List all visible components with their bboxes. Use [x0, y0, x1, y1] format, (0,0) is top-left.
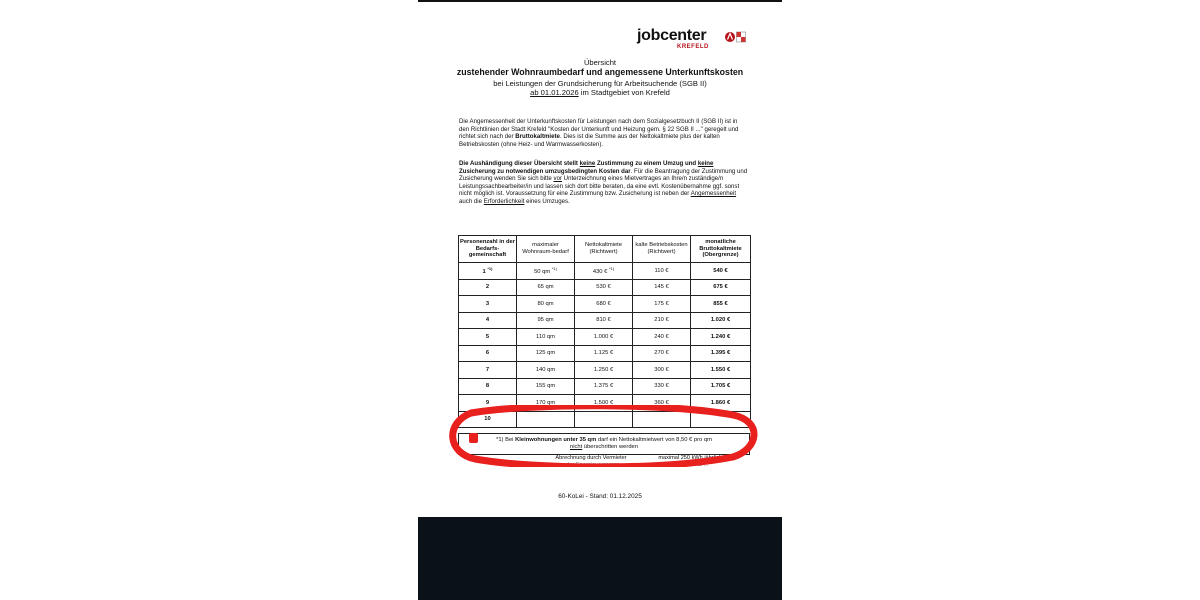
document-page — [418, 0, 782, 600]
cell-space-value: 155 qm — [535, 383, 556, 390]
cell-persons-value: 10 — [484, 416, 491, 423]
cell-persons — [459, 362, 517, 379]
cell-gross-rent-value: 675 € — [713, 284, 728, 291]
cell-operating-costs-value: 360 € — [654, 399, 669, 406]
cell-net-rent-value: 810 € — [596, 317, 611, 324]
validity-date: ab 01.01.2026 — [530, 88, 579, 97]
cell-persons-value: 3 — [485, 300, 490, 307]
cell-net-rent — [575, 312, 633, 329]
footer-right-2: maximal ... — [681, 461, 709, 468]
cell-gross-rent — [691, 362, 751, 379]
document-footer: 60-KoLei - Stand: 01.12.2025 — [558, 493, 642, 500]
table-row — [459, 345, 751, 362]
cell-persons-value: 1 — [482, 269, 486, 276]
col-header-gross-rent: monatliche Bruttokaltmiete (Obergrenze) — [691, 236, 751, 263]
cell-operating-costs — [633, 296, 691, 313]
para2-keine-2: keine — [697, 160, 714, 167]
cell-space-value: 65 qm — [537, 284, 554, 291]
cell-space-footnote-mark: *1) — [551, 266, 557, 272]
cell-operating-costs-value: 145 € — [654, 284, 669, 291]
cell-net-rent-value: 680 € — [596, 300, 611, 307]
para2-e: Unterzeichnung eines Mietvertrages an Ihre/n zuständige/n Leistungssachbearbeiter/in und lassen sich dort bitte beraten, da eine evtl. Kostenübernahme ggf. sonst nicht möglich ist. Voraussetzung für eine Zustimmung bzw. Zusicherung ist neben der — [459, 175, 740, 198]
cell-gross-rent-value: 1.240 € — [710, 333, 731, 340]
col-header-net-rent: Nettokaltmiete (Richtwert) — [575, 236, 633, 263]
para2-g: eines Umzuges. — [524, 197, 570, 205]
cell-space — [517, 378, 575, 395]
cell-persons-value: 9 — [485, 399, 490, 406]
cell-persons-value: 6 — [485, 350, 490, 357]
cell-operating-costs-value: 300 € — [654, 366, 669, 373]
cell-gross-rent — [691, 263, 751, 280]
cell-net-rent-value: 1.375 € — [593, 383, 614, 390]
cell-space — [517, 263, 575, 280]
cell-persons-value: 8 — [485, 383, 490, 390]
para2-keine-1: keine — [579, 160, 596, 167]
footnote-d: überschritten werden — [582, 444, 638, 450]
para2-angemessenheit: Angemessenheit — [690, 190, 737, 198]
cell-persons — [459, 296, 517, 313]
cell-gross-rent — [691, 329, 751, 346]
cell-net-rent-footnote-mark: *1) — [609, 266, 615, 272]
cell-operating-costs — [633, 263, 691, 280]
cell-gross-rent-value: 540 € — [713, 267, 728, 274]
logo-city: KREFELD — [677, 44, 709, 50]
cell-gross-rent — [691, 312, 751, 329]
cell-persons — [459, 378, 517, 395]
bottom-black-bar — [418, 517, 782, 600]
cell-operating-costs-value: 175 € — [654, 300, 669, 307]
cell-space-value: 50 qm — [534, 269, 551, 276]
cell-operating-costs-value: 270 € — [654, 350, 669, 357]
cell-persons — [459, 345, 517, 362]
cell-gross-rent — [691, 378, 751, 395]
cell-gross-rent-value: 1.395 € — [710, 350, 731, 357]
cell-operating-costs — [633, 362, 691, 379]
col-header-operating-costs: kalte Betriebskosten (Richtwert) — [633, 236, 691, 263]
cell-persons-value: 5 — [485, 333, 490, 340]
cell-space-value: 80 qm — [537, 300, 554, 307]
notice-paragraph — [459, 160, 749, 206]
cell-persons-value: 7 — [485, 366, 490, 373]
cell-net-rent-value: 430 € — [592, 269, 608, 276]
cell-persons — [459, 329, 517, 346]
top-divider — [418, 0, 782, 2]
cell-persons — [459, 312, 517, 329]
footnote-a: *1) Bei — [496, 437, 516, 443]
table-header-row — [459, 236, 751, 263]
header-line-3: bei Leistungen der Grundsicherung für Arbeitsuchende (SGB II) — [493, 79, 707, 88]
cell-gross-rent — [691, 279, 751, 296]
para2-erforderlichkeit: Erforderlichkeit — [483, 197, 525, 205]
cell-space-value: 125 qm — [535, 350, 556, 357]
col-header-space: maximaler Wohnraum-bedarf — [517, 236, 575, 263]
table-body — [459, 263, 751, 428]
cell-operating-costs-value: 330 € — [654, 383, 669, 390]
cell-space-value: 140 qm — [535, 366, 556, 373]
cell-space — [517, 345, 575, 362]
cell-net-rent — [575, 279, 633, 296]
table-row — [459, 378, 751, 395]
para2-b: Zustimmung zu einem Umzug und — [595, 160, 698, 167]
cell-operating-costs — [633, 345, 691, 362]
cell-gross-rent-value: 855 € — [713, 300, 728, 307]
cell-persons-footnote-mark: *1) — [487, 266, 493, 272]
cell-net-rent — [575, 263, 633, 280]
para2-vor: vor — [553, 175, 562, 183]
cell-persons — [459, 279, 517, 296]
table-row — [459, 312, 751, 329]
footnote-c: darf ein Nettokaltmietwert von 8,50 € pro qm — [596, 437, 712, 443]
para1-bold: Bruttokaltmiete — [515, 133, 560, 141]
cell-net-rent — [575, 345, 633, 362]
footer-left-1: Abrechnung durch Vermieter — [555, 455, 627, 461]
cell-persons-value: 4 — [485, 317, 490, 324]
cell-net-rent — [575, 378, 633, 395]
cost-table — [458, 235, 751, 428]
cell-space-value: 95 qm — [537, 317, 554, 324]
cell-gross-rent-value: 1.705 € — [710, 383, 731, 390]
cell-space-value: 110 qm — [536, 333, 555, 340]
cell-operating-costs-value: 240 € — [654, 333, 669, 340]
para2-d: . Für die Beantragung der Zustimmung und Zusicherung wenden Sie sich bitte — [459, 167, 748, 183]
validity-rest: im Stadtgebiet von Krefeld — [578, 88, 670, 97]
jobcenter-logo — [637, 27, 747, 53]
cell-operating-costs-value: 210 € — [654, 317, 669, 324]
cell-operating-costs — [633, 329, 691, 346]
para1-text-a: Die Angemessenheit der Unterkunftskosten für Leistungen nach dem Sozialgesetzbuch II (SGB II) ist in den Richtlinien der Stadt Krefeld "Kosten der Unterkunft und Heizung gem. § 22 SGB II ..." geregelt und richtet sich nach der — [459, 118, 739, 141]
footnote-nicht: nicht — [570, 444, 583, 450]
intro-paragraph — [459, 118, 749, 148]
cell-persons — [459, 263, 517, 280]
cell-operating-costs-value: 110 € — [654, 267, 669, 274]
cell-gross-rent-value: 1.550 € — [710, 366, 731, 373]
logo-emblem-icon — [725, 30, 747, 44]
para2-f: auch die — [459, 197, 484, 205]
table-row — [459, 296, 751, 313]
red-highlight-circle — [441, 405, 759, 467]
footer-right-1: maximal 250 kWh jährlich pro — [658, 455, 732, 461]
cell-net-rent — [575, 296, 633, 313]
cell-gross-rent — [691, 296, 751, 313]
cell-space-value: 170 qm — [535, 399, 556, 406]
footer-left-2: oder Energieversorger — [563, 461, 619, 468]
cell-operating-costs — [633, 378, 691, 395]
cell-net-rent-value: 1.250 € — [593, 366, 614, 373]
para2-a: Die Aushändigung dieser Übersicht stellt — [459, 160, 580, 167]
col-header-persons: Personenzahl in der Bedarfs-gemeinschaft — [459, 236, 517, 263]
cell-net-rent-value: 1.125 € — [593, 350, 614, 357]
document-title: zustehender Wohnraumbedarf und angemessene Unterkunftskosten — [456, 67, 744, 77]
cell-persons-value: 2 — [485, 284, 490, 291]
cell-net-rent — [575, 329, 633, 346]
cell-space — [517, 279, 575, 296]
cell-operating-costs — [633, 279, 691, 296]
table-row — [459, 329, 751, 346]
cell-net-rent-value: 530 € — [596, 284, 611, 291]
cell-gross-rent-value: 1.020 € — [710, 317, 731, 324]
cell-space — [517, 329, 575, 346]
cell-net-rent-value: 1.000 € — [593, 333, 614, 340]
footnote-bold: Kleinwohnungen unter 35 qm — [515, 437, 597, 443]
table-row — [459, 279, 751, 296]
table-row — [459, 263, 751, 280]
cell-space — [517, 362, 575, 379]
cell-gross-rent — [691, 345, 751, 362]
header-validity — [418, 88, 782, 97]
cell-net-rent — [575, 362, 633, 379]
cell-space — [517, 312, 575, 329]
cell-space — [517, 296, 575, 313]
table-row — [459, 362, 751, 379]
cell-gross-rent-value: 1.860 € — [710, 399, 731, 406]
para2-c: Zusicherung zu notwendigen umzugsbedingten Kosten dar — [459, 167, 631, 175]
header-line-1: Übersicht — [583, 58, 617, 67]
cell-operating-costs — [633, 312, 691, 329]
cell-net-rent-value: 1.500 € — [593, 399, 614, 406]
logo-wordmark: jobcenter — [637, 27, 707, 44]
para1-text-c: . Dies ist die Summe aus der Nettokaltmiete plus der kalten Betriebskosten (ohne Heiz- und Warmwasserkosten). — [459, 133, 720, 148]
